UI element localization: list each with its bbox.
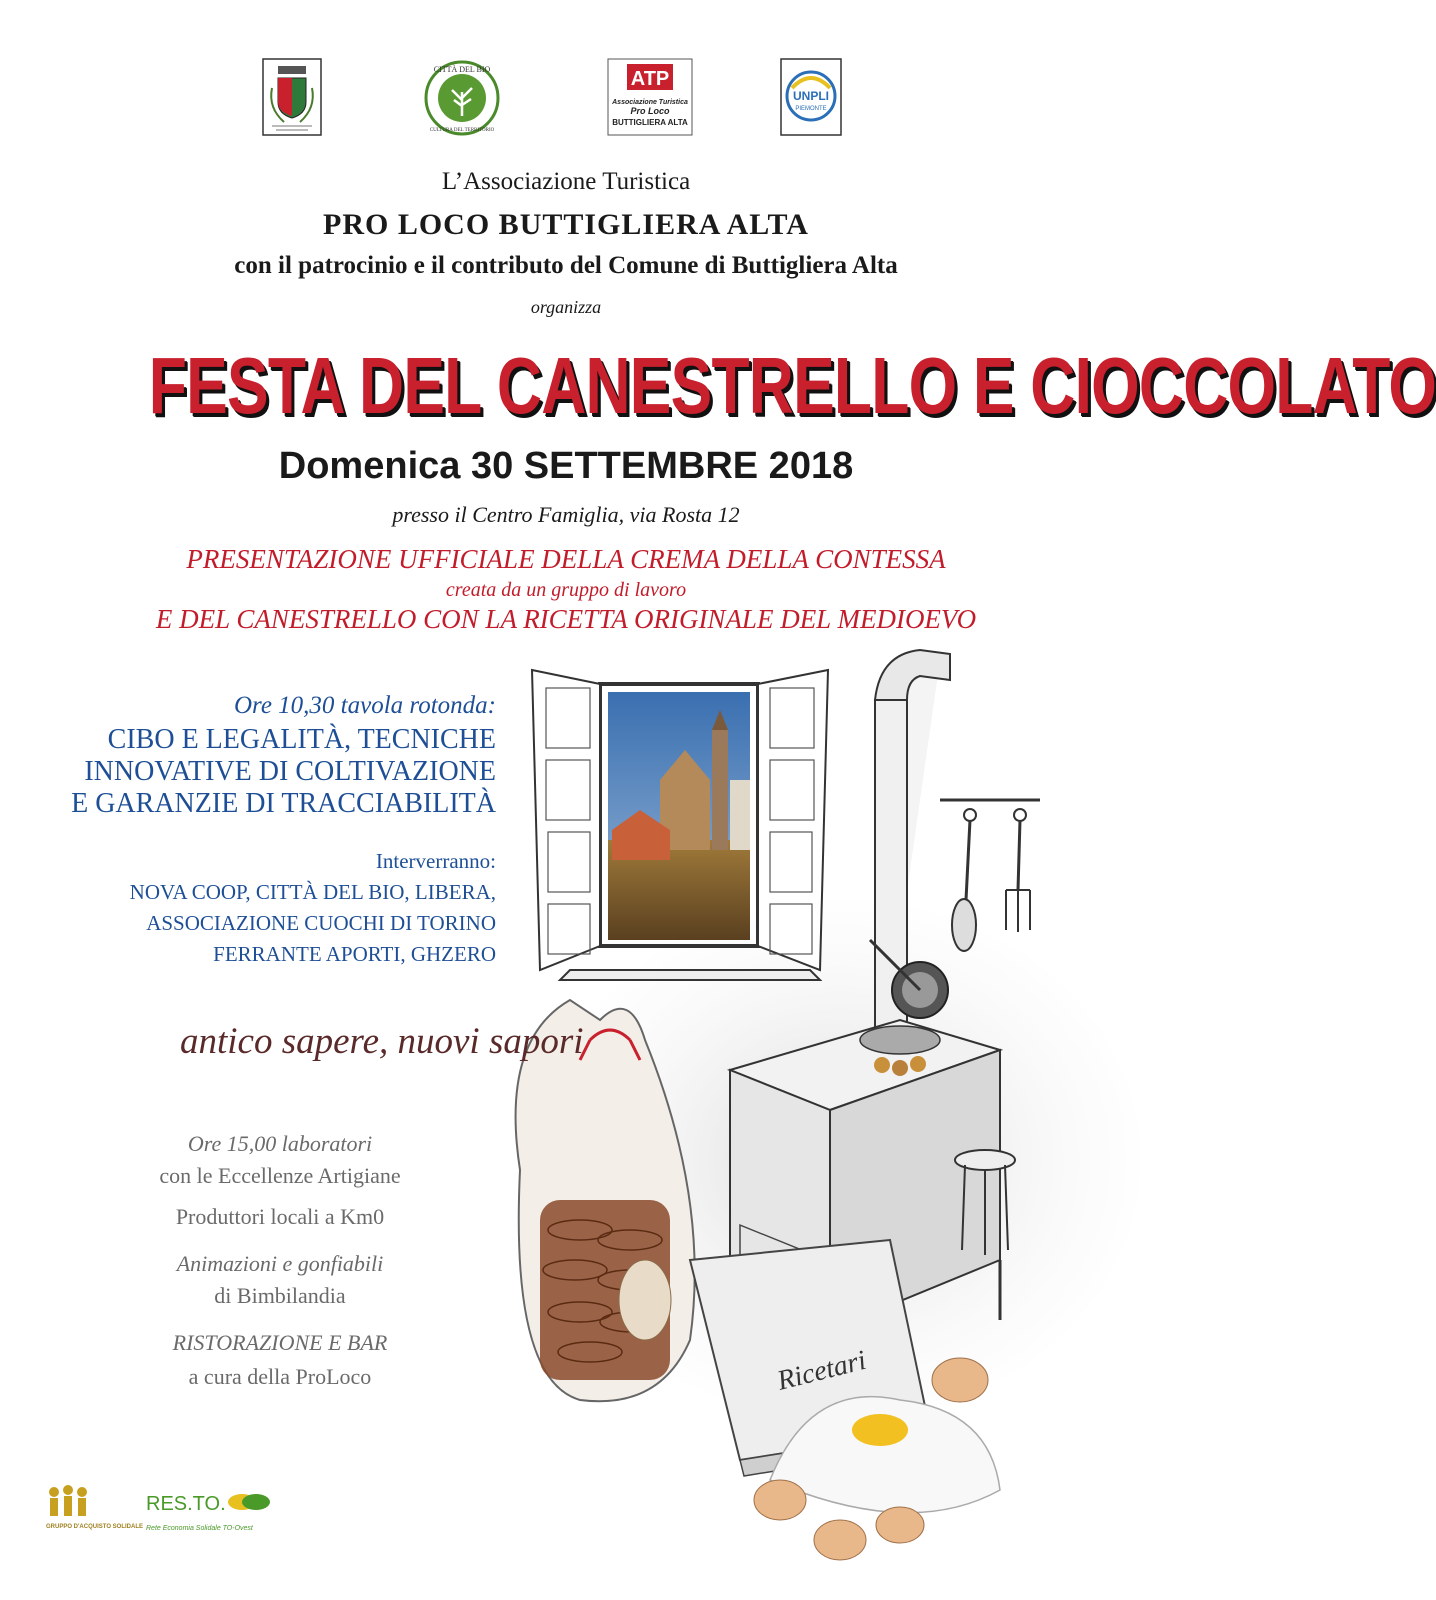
topic-line: INNOVATIVE DI COLTIVAZIONE (84, 756, 496, 787)
gas-logo (44, 1482, 143, 1552)
topic-line: CIBO E LEGALITÀ, TECNICHE (107, 724, 496, 755)
presentation-line-2: creata da un gruppo di lavoro (445, 579, 687, 601)
gas-text: GRUPPO D'ACQUISTO SOLIDALE (46, 1524, 143, 1530)
topic-line: E GARANZIE DI TRACCIABILITÀ (71, 788, 496, 819)
speaker-line: NOVA COOP, CITTÀ DEL BIO, LIBERA, (129, 880, 496, 904)
proloco-name: PRO LOCO BUTTIGLIERA ALTA (323, 208, 809, 241)
citta-del-bio-subtext: CULTURA DEL TERRITORIO (429, 128, 495, 133)
food-line-2: a cura della ProLoco (188, 1364, 372, 1389)
presentation-line-1: PRESENTAZIONE UFFICIALE DELLA CREMA DELLA CONTESSA (186, 544, 946, 574)
citta-del-bio-text: CITTÀ DEL BIO (433, 65, 491, 74)
animations-line-2: di Bimbilandia (214, 1283, 346, 1308)
resto-subtext: Rete Economia Solidale TO-Ovest (146, 1525, 253, 1532)
animations-line-1: Animazioni e gonfiabili (176, 1251, 384, 1276)
presentation-line-3: E DEL CANESTRELLO CON LA RICETTA ORIGINALE DEL MEDIOEVO (155, 604, 977, 634)
recipe-book-label: Ricetari (774, 1344, 870, 1397)
local-producers: Produttori locali a Km0 (175, 1204, 385, 1229)
kitchen-illustration (480, 640, 1120, 1580)
atp-mark: ATP (630, 68, 670, 90)
atp-line3: BUTTIGLIERA ALTA (612, 118, 688, 127)
resto-name: RES.TO. (146, 1493, 226, 1515)
roundtable-time: Ore 10,30 tavola rotonda: (233, 692, 496, 719)
roundtable-topic (71, 724, 496, 820)
atp-logo (607, 58, 693, 136)
atp-line1: Associazione Turistica (612, 99, 688, 106)
citta-del-bio-logo (422, 58, 502, 136)
unpli-logo (780, 58, 842, 136)
unpli-text: UNPLI (793, 89, 829, 103)
window-scene (600, 684, 758, 946)
event-title: FESTA DEL CANESTRELLO E CIOCCOLATO (148, 341, 1436, 430)
resto-logo (144, 1482, 324, 1542)
food-line-1: RISTORAZIONE E BAR (172, 1330, 388, 1355)
organizza-label: organizza (530, 297, 602, 317)
atp-line2: Pro Loco (630, 106, 670, 116)
workshops-text: con le Eccellenze Artigiane (159, 1163, 401, 1188)
afternoon-workshops (80, 1128, 480, 1192)
speakers-block (130, 846, 496, 970)
food-service (80, 1326, 480, 1394)
speakers-intro: Interverranno: (375, 849, 496, 873)
speaker-line: ASSOCIAZIONE CUOCHI DI TORINO (146, 911, 496, 935)
event-location: presso il Centro Famiglia, via Rosta 12 (392, 502, 740, 527)
event-date: Domenica 30 SETTEMBRE 2018 (278, 445, 854, 487)
unpli-subtext: PIEMONTE (795, 106, 827, 112)
afternoon-time: Ore 15,00 laboratori (187, 1131, 373, 1156)
slogan: antico sapere, nuovi sapori (180, 1021, 584, 1062)
animations (80, 1248, 480, 1312)
speaker-line: FERRANTE APORTI, GHZERO (213, 942, 496, 966)
association-label: L’Associazione Turistica (441, 168, 691, 195)
patronage-line: con il patrocinio e il contributo del Comune di Buttigliera Alta (234, 252, 898, 279)
comune-crest-logo (262, 58, 322, 136)
